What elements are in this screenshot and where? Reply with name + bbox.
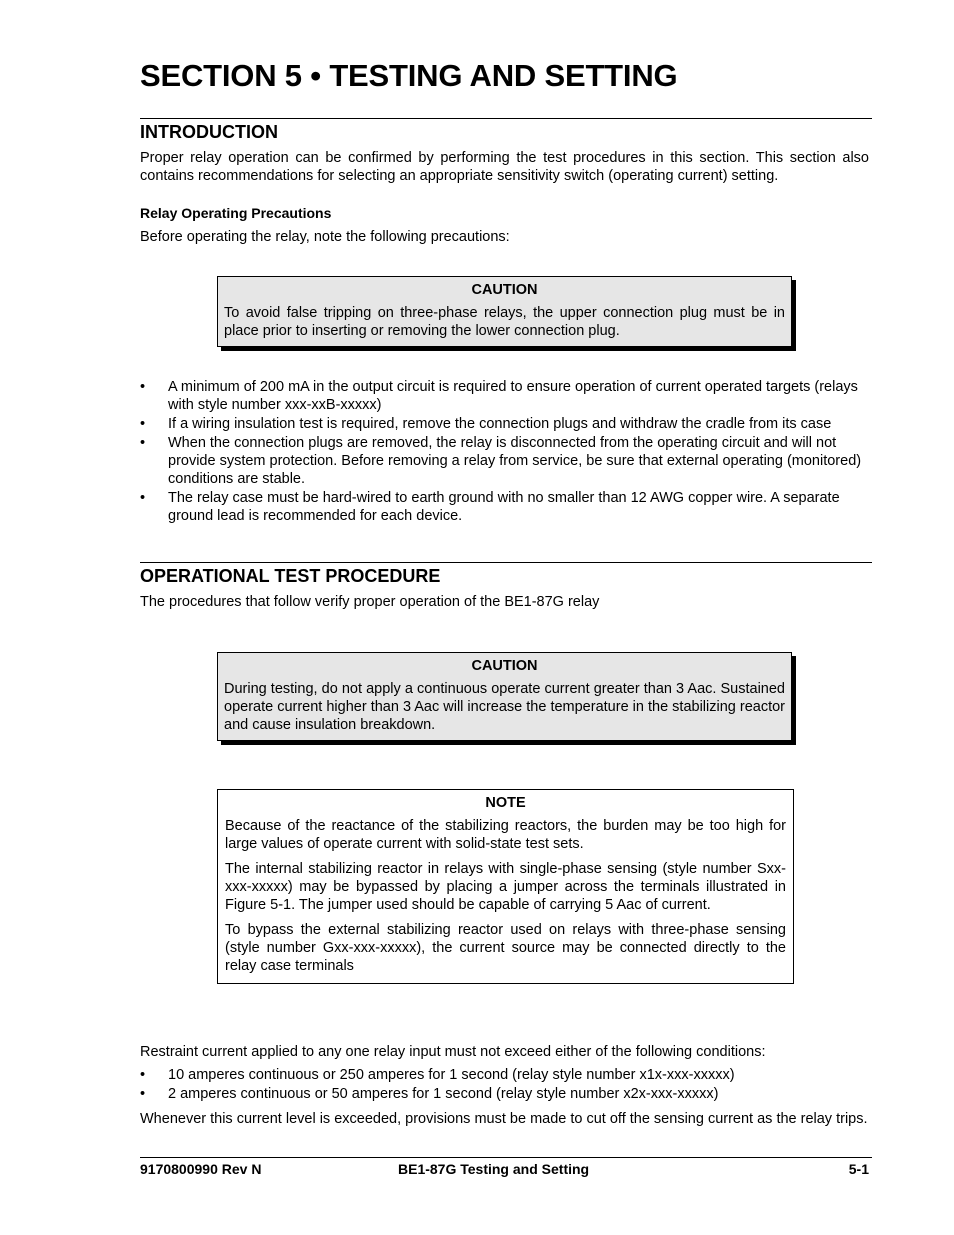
- document-number: 9170800990 Rev N: [140, 1161, 262, 1177]
- restraint-text: Restraint current applied to any one relay input must not exceed either of the following conditions:: [140, 1044, 766, 1060]
- note-paragraph: The internal stabilizing reactor in relays with single-phase sensing (style number Sxx-xxx-xxxxx) may be bypassed by placing a jumper across the terminals illustrated in Figure 5-1. The jumper used should be capable of carrying 5 Aac of current.: [225, 861, 786, 913]
- bullet-glyph: •: [140, 490, 146, 506]
- list-item: • 2 amperes continuous or 50 amperes for 1 second (relay style number x2x-xxx-xxxxx): [140, 1086, 719, 1102]
- restraint-list: [140, 1066, 869, 1104]
- bullet-glyph: •: [140, 416, 146, 432]
- caution-text: To avoid false tripping on three-phase relays, the upper connection plug must be in place prior to inserting or removing the lower connection plug.: [224, 305, 785, 339]
- bullet-glyph: •: [140, 1067, 146, 1083]
- list-item: • 10 amperes continuous or 250 amperes for 1 second (relay style number x1x-xxx-xxxxx): [140, 1067, 735, 1083]
- list-item: • A minimum of 200 mA in the output circuit is required to ensure operation of current operated targets (relays with style number xxx-xxB-xxxxx): [140, 379, 858, 413]
- list-item: • If a wiring insulation test is required, remove the connection plugs and withdraw the cradle from its case: [140, 416, 832, 432]
- caution-box-plug: [217, 276, 792, 347]
- operational-heading: OPERATIONAL TEST PROCEDURE: [140, 566, 441, 586]
- precautions-subheading: Relay Operating Precautions: [140, 205, 332, 221]
- introduction-text: Proper relay operation can be confirmed by performing the test procedures in this section. This section also contains recommendations for selecting an appropriate sensitivity switch (operating current) setting.: [140, 150, 869, 184]
- note-title: NOTE: [485, 795, 526, 811]
- bullet-glyph: •: [140, 1086, 146, 1102]
- page-number: 5-1: [848, 1161, 869, 1177]
- caution-title: CAUTION: [471, 658, 538, 674]
- introduction-heading: INTRODUCTION: [140, 122, 278, 142]
- caution-title: CAUTION: [471, 282, 538, 298]
- caution-box-current: [217, 652, 792, 741]
- footer-divider: [140, 1157, 872, 1158]
- precaution-list: [140, 378, 869, 526]
- bullet-glyph: •: [140, 379, 146, 395]
- note-box: [217, 789, 794, 984]
- note-paragraph: Because of the reactance of the stabilizing reactors, the burden may be too high for large values of operate current with solid-state test sets.: [225, 818, 786, 852]
- note-paragraph: To bypass the external stabilizing reactor used on relays with three-phase sensing (style number Gxx-xxx-xxxxx), the current source may be connected directly to the relay case terminals: [225, 922, 786, 974]
- list-item: • The relay case must be hard-wired to earth ground with no smaller than 12 AWG copper wire. A separate ground lead is recommended for each device.: [140, 490, 840, 524]
- list-item: • When the connection plugs are removed, the relay is disconnected from the operating circuit and will not provide system protection. Before removing a relay from service, be sure that external operating (monitored) conditions are stable.: [140, 435, 862, 487]
- page-title: SECTION 5 • TESTING AND SETTING: [140, 58, 678, 93]
- operational-text: The procedures that follow verify proper operation of the BE1-87G relay: [140, 594, 600, 610]
- footer-section-title: BE1-87G Testing and Setting: [398, 1161, 590, 1177]
- precautions-intro: Before operating the relay, note the following precautions:: [140, 229, 510, 245]
- section-divider: [140, 562, 872, 563]
- section-divider: [140, 118, 872, 119]
- bullet-glyph: •: [140, 435, 146, 451]
- caution-text: During testing, do not apply a continuous operate current greater than 3 Aac. Sustained operate current higher than 3 Aac will increase the temperature in the stabilizing reactor and cause insulation breakdown.: [224, 681, 785, 733]
- closing-text: Whenever this current level is exceeded, provisions must be made to cut off the sensing current as the relay trips.: [140, 1111, 868, 1127]
